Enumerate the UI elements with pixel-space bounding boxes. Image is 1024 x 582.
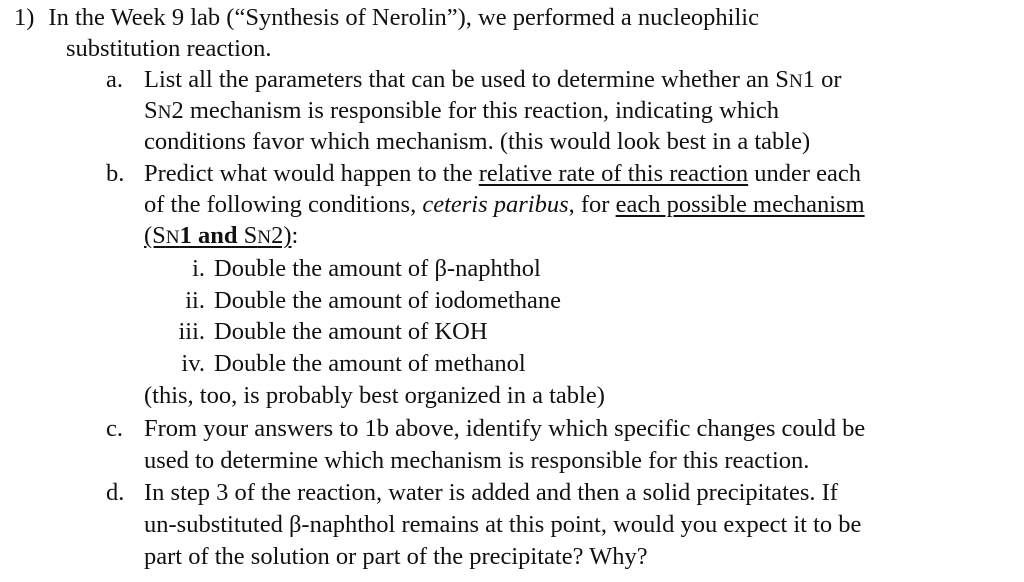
part-b-line-2: of the following conditions, ceteris paribus, for each possible mechanism bbox=[144, 191, 865, 218]
question-intro-line-2: substitution reaction. bbox=[66, 35, 272, 62]
underlined-relative-rate: relative rate of this reaction bbox=[478, 160, 749, 187]
part-b-note: (this, too, is probably best organized in a table) bbox=[144, 382, 605, 409]
part-b-item: ii. Double the amount of iodomethane bbox=[185, 287, 561, 314]
underlined-sn1-sn2: (SN1 and SN2) bbox=[144, 222, 292, 249]
part-d-line-3: part of the solution or part of the precipitate? Why? bbox=[144, 543, 648, 570]
part-b-label: b. bbox=[106, 160, 125, 187]
part-c-line-2: used to determine which mechanism is responsible for this reaction. bbox=[144, 447, 810, 474]
part-c-line-1: From your answers to 1b above, identify which specific changes could be bbox=[144, 415, 866, 442]
part-d-line-2: un-substituted β-naphthol remains at this point, would you expect it to be bbox=[144, 511, 862, 538]
part-a-line-3: conditions favor which mechanism. (this would look best in a table) bbox=[144, 128, 811, 155]
part-b-item: iv. Double the amount of methanol bbox=[181, 350, 526, 377]
part-b-line-3: (SN1 and SN2): bbox=[144, 222, 299, 249]
question-number: 1) bbox=[14, 4, 35, 31]
question-intro-line-1: 1) In the Week 9 lab (“Synthesis of Nerolin”), we performed a nucleophilic bbox=[14, 4, 759, 31]
underlined-each-mechanism: each possible mechanism bbox=[615, 191, 865, 218]
part-d-label: d. bbox=[106, 479, 125, 506]
part-c-label: c. bbox=[106, 415, 123, 442]
ceteris-paribus: ceteris paribus bbox=[422, 191, 569, 218]
part-b-item: i. Double the amount of β-naphthol bbox=[192, 255, 541, 282]
part-b-item: iii. Double the amount of KOH bbox=[178, 318, 488, 345]
part-a-line-2: SN2 mechanism is responsible for this reaction, indicating which bbox=[144, 97, 780, 124]
part-b-line-1: Predict what would happen to the relative rate of this reaction under each bbox=[144, 160, 862, 187]
part-d-line-1: In step 3 of the reaction, water is added and then a solid precipitates. If bbox=[144, 479, 838, 506]
part-a-label: a. bbox=[106, 66, 123, 93]
part-a-line-1: List all the parameters that can be used to determine whether an SN1 or bbox=[144, 66, 842, 93]
